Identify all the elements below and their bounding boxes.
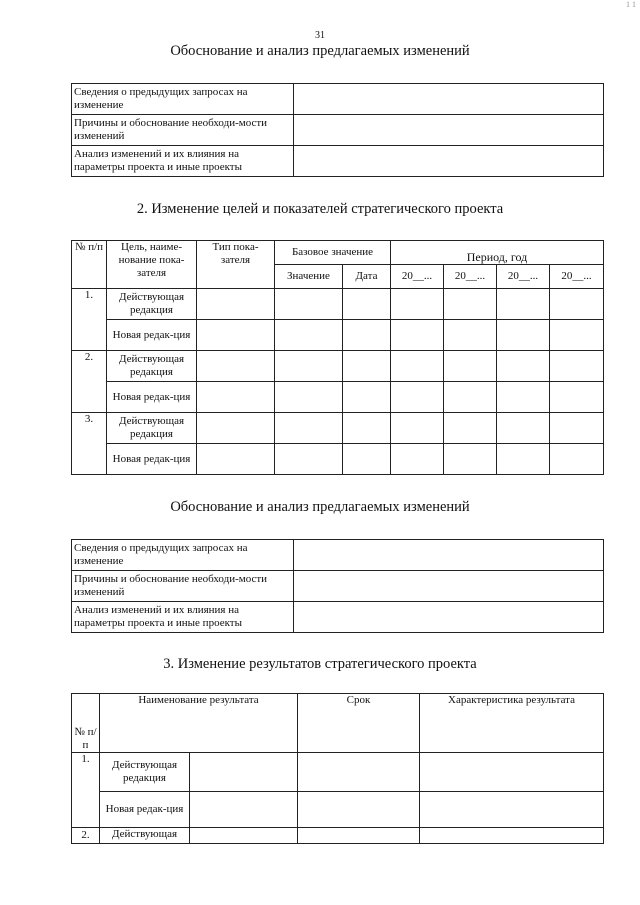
input-cell[interactable] [343,351,391,382]
row-current-label: Действующая редакция [107,289,197,320]
input-cell[interactable] [190,792,298,828]
input-cell[interactable] [550,382,604,413]
section4-title: 3. Изменение результатов стратегического проекта [163,656,477,672]
table-row-label: Анализ изменений и их влияния на параметры проекта и иные проекты [72,146,294,177]
input-cell[interactable] [550,444,604,475]
input-cell[interactable] [444,382,497,413]
section2-title: 2. Изменение целей и показателей стратегического проекта [136,201,504,217]
header-goal: Цель, наиме-нование пока-зателя [107,241,197,289]
input-cell[interactable] [294,146,604,177]
input-cell[interactable] [497,351,550,382]
input-cell[interactable] [275,444,343,475]
input-cell[interactable] [298,828,420,844]
header-year-2: 20__... [444,265,497,289]
input-cell[interactable] [190,753,298,792]
header-year-4: 20__... [550,265,604,289]
input-cell[interactable] [275,351,343,382]
header-year-3: 20__... [497,265,550,289]
input-cell[interactable] [550,289,604,320]
input-cell[interactable] [444,413,497,444]
input-cell[interactable] [294,540,604,571]
input-cell[interactable] [190,828,298,844]
input-cell[interactable] [391,413,444,444]
input-cell[interactable] [420,753,604,792]
header-characteristic: Характеристика результата [420,694,604,753]
input-cell[interactable] [275,320,343,351]
input-cell[interactable] [343,444,391,475]
row-current-label: Действующая [100,828,190,844]
input-cell[interactable] [391,382,444,413]
row-num: 1. [72,289,107,351]
row-new-label: Новая редак-ция [107,382,197,413]
input-cell[interactable] [391,320,444,351]
input-cell[interactable] [294,571,604,602]
input-cell[interactable] [444,289,497,320]
row-num: 3. [72,413,107,475]
input-cell[interactable] [197,413,275,444]
input-cell[interactable] [197,289,275,320]
input-cell[interactable] [275,382,343,413]
corner-mark: 1 1 [626,0,636,9]
header-base-value: Базовое значение [275,241,391,265]
justification-table-2 [71,539,604,633]
input-cell[interactable] [497,382,550,413]
input-cell[interactable] [343,289,391,320]
table-row-label: Причины и обоснование необходи-мости изменений [72,115,294,146]
table-row-label: Сведения о предыдущих запросах на изменение [72,540,294,571]
justification-table-1 [71,83,604,177]
input-cell[interactable] [444,351,497,382]
header-term: Срок [298,694,420,753]
row-new-label: Новая редак-ция [107,444,197,475]
input-cell[interactable] [343,413,391,444]
input-cell[interactable] [294,602,604,633]
header-result-name: Наименование результата [100,694,298,753]
input-cell[interactable] [343,382,391,413]
section1-title: Обоснование и анализ предлагаемых изменений [170,43,470,59]
input-cell[interactable] [197,382,275,413]
input-cell[interactable] [497,289,550,320]
input-cell[interactable] [444,320,497,351]
input-cell[interactable] [550,351,604,382]
table-row-label: Сведения о предыдущих запросах на изменение [72,84,294,115]
input-cell[interactable] [391,444,444,475]
input-cell[interactable] [420,828,604,844]
goals-indicators-table [71,240,604,475]
input-cell[interactable] [550,413,604,444]
input-cell[interactable] [497,320,550,351]
page-number: 31 [315,30,325,41]
input-cell[interactable] [275,289,343,320]
input-cell[interactable] [444,444,497,475]
row-current-label: Действующая редакция [107,351,197,382]
input-cell[interactable] [197,351,275,382]
input-cell[interactable] [197,444,275,475]
table-row-label: Причины и обоснование необходи-мости изменений [72,571,294,602]
header-num: № п/п [72,694,100,753]
input-cell[interactable] [420,792,604,828]
header-num: № п/п [72,241,107,289]
header-date: Дата [343,265,391,289]
input-cell[interactable] [497,444,550,475]
input-cell[interactable] [343,320,391,351]
header-year-1: 20__... [391,265,444,289]
input-cell[interactable] [391,351,444,382]
row-current-label: Действующая редакция [100,753,190,792]
row-new-label: Новая редак-ция [107,320,197,351]
input-cell[interactable] [497,413,550,444]
row-num: 1. [72,753,100,828]
row-new-label: Новая редак-ция [100,792,190,828]
input-cell[interactable] [391,289,444,320]
input-cell[interactable] [298,792,420,828]
header-period: Период, год [391,241,604,265]
results-table [71,693,604,844]
row-num: 2. [72,828,100,844]
input-cell[interactable] [550,320,604,351]
header-value: Значение [275,265,343,289]
input-cell[interactable] [275,413,343,444]
input-cell[interactable] [197,320,275,351]
table-row-label: Анализ изменений и их влияния на параметры проекта и иные проекты [72,602,294,633]
header-type: Тип пока-зателя [197,241,275,289]
input-cell[interactable] [298,753,420,792]
input-cell[interactable] [294,84,604,115]
row-current-label: Действующая редакция [107,413,197,444]
section3-title: Обоснование и анализ предлагаемых изменений [170,499,470,515]
row-num: 2. [72,351,107,413]
input-cell[interactable] [294,115,604,146]
